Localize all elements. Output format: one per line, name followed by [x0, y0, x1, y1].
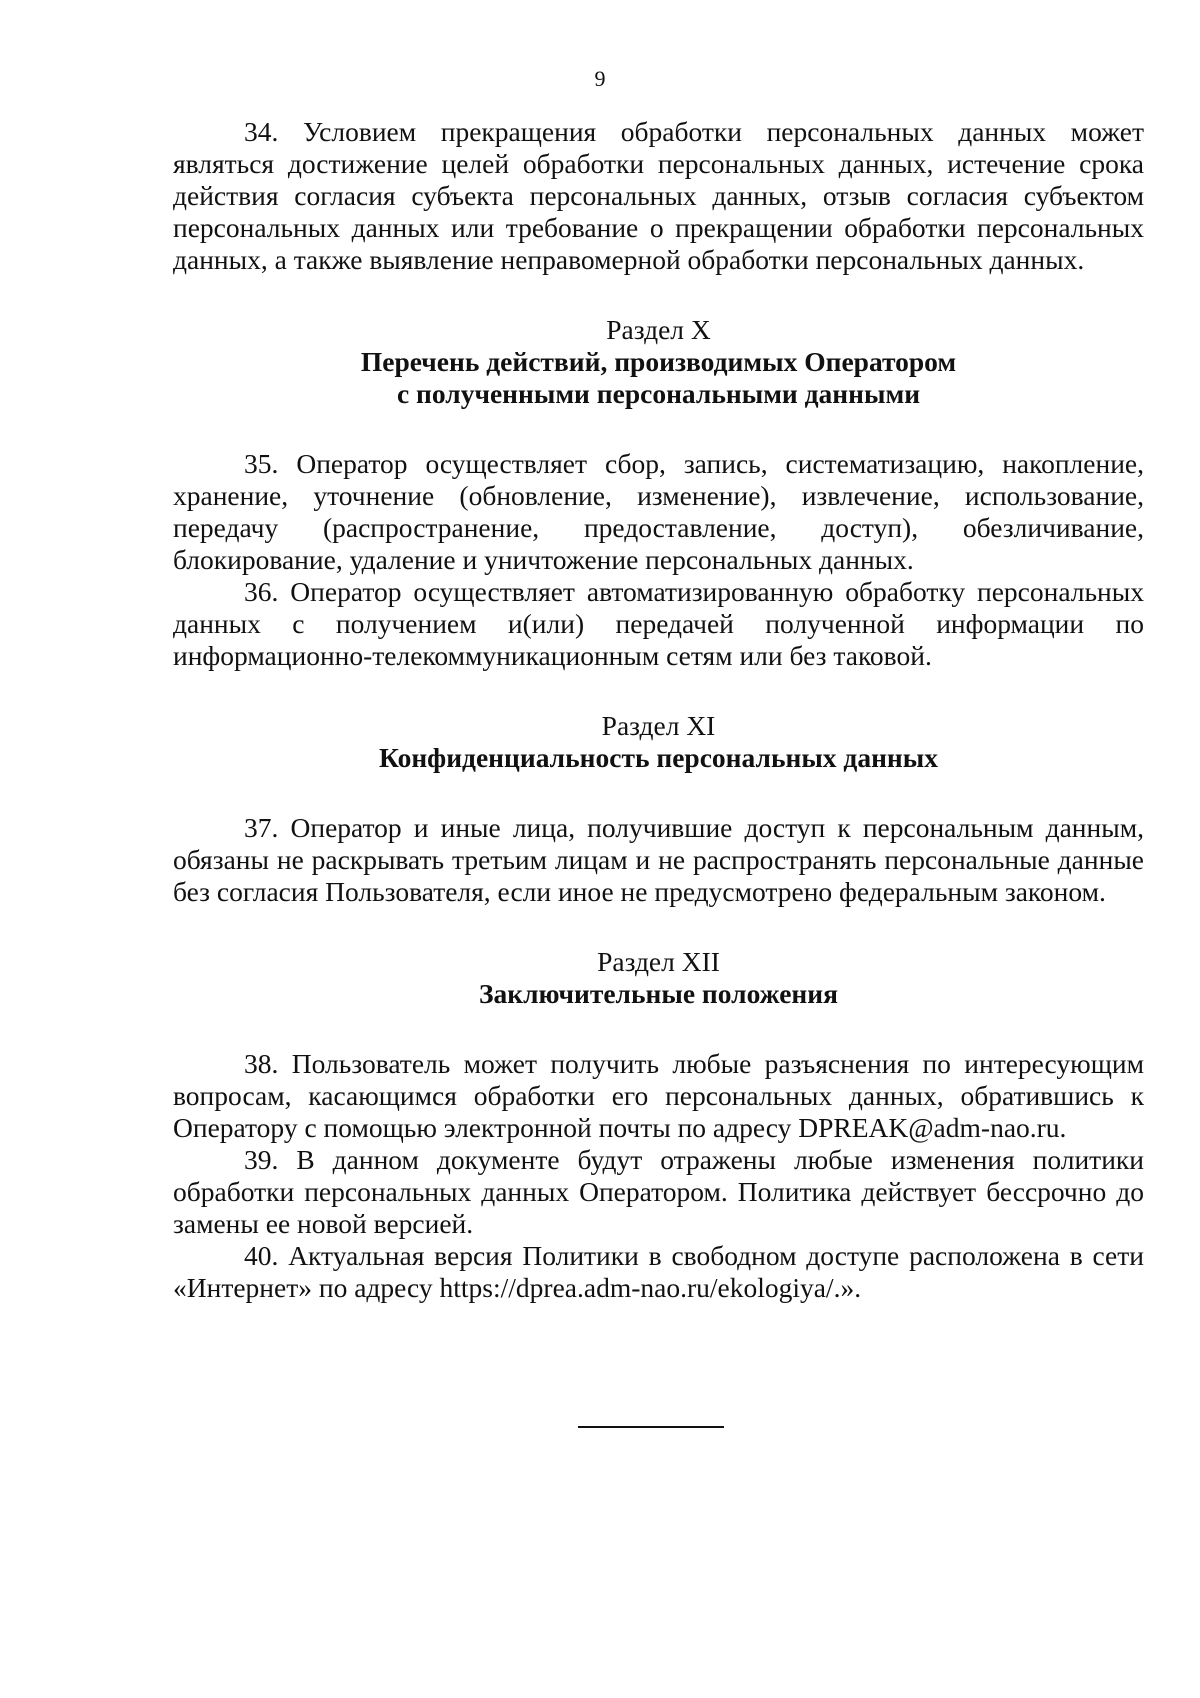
paragraph-40: 40. Актуальная версия Политики в свободном доступе расположена в сети «Интернет» по адресу https://dprea.adm-nao.ru/ekologiya/.». [173, 1240, 1144, 1303]
paragraph-39: 39. В данном документе будут отражены любые изменения политики обработки персональных данных Оператором. Политика действует бессрочно до замены ее новой версией. [173, 1144, 1144, 1239]
section-label: Раздел XI [601, 710, 716, 741]
section-label: Раздел XII [597, 946, 720, 977]
section-heading-xi [173, 710, 1144, 774]
paragraph-35: 35. Оператор осуществляет сбор, запись, систематизацию, накопление, хранение, уточнение (обновление, изменение), извлечение, использование, передачу (распространение, предоставление, доступ), обезличивание, блокирование, удаление и уничтожение персональных данных. [173, 448, 1144, 575]
section-heading-x [173, 314, 1144, 410]
paragraph-38: 38. Пользователь может получить любые разъяснения по интересующим вопросам, касающимся обработки его персональных данных, обратившись к Оператору с помощью электронной почты по адресу DPREAK@adm-nao.ru. [173, 1048, 1144, 1143]
paragraph-37: 37. Оператор и иные лица, получившие доступ к персональным данным, обязаны не раскрывать третьим лицам и не распространять персональные данные без согласия Пользователя, если иное не предусмотрено федеральным законом. [173, 812, 1144, 907]
section-label: Раздел X [606, 314, 711, 345]
section-title-line: Конфиденциальность персональных данных [379, 742, 938, 773]
page-number: 9 [594, 66, 606, 91]
paragraph-36: 36. Оператор осуществляет автоматизированную обработку персональных данных с получением и(или) передачей полученной информации по информационно-телекоммуникационным сетям или без таковой. [173, 576, 1144, 671]
section-title-line: Перечень действий, производимых Оператором [360, 346, 957, 377]
section-title-line: с полученными персональными данными [396, 378, 921, 409]
document-body [173, 116, 1144, 1304]
end-of-document-rule [578, 1426, 724, 1428]
section-title-line: Заключительные положения [478, 978, 839, 1009]
paragraph-34: 34. Условием прекращения обработки персональных данных может являться достижение целей обработки персональных данных, истечение срока действия согласия субъекта персональных данных, отзыв согласия субъектом персональных данных или требование о прекращении обработки персональных данных, а также выявление неправомерной обработки персональных данных. [173, 116, 1144, 275]
section-heading-xii [173, 946, 1144, 1010]
